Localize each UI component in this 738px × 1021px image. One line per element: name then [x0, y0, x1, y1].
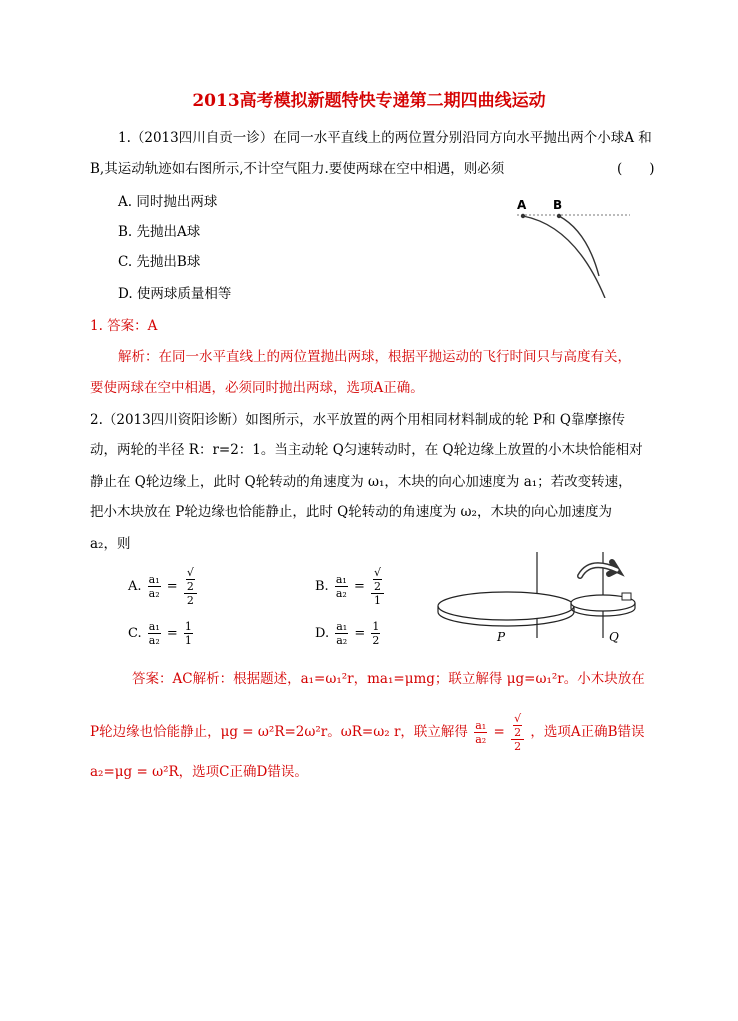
q2-stem-line5: a₂，则	[90, 536, 131, 552]
page-title: 2013高考模拟新题特快专递第二期四曲线运动	[192, 91, 546, 111]
q2-stem-line1: 2.（2013四川资阳诊断）如图所示，水平放置的两个用相同材料制成的轮 P和 Q靠摩擦传	[90, 412, 625, 428]
q1-option-c: C. 先抛出B球	[118, 254, 201, 270]
q1-option-d: D. 使两球质量相等	[118, 286, 232, 302]
q2-answer-line2: P轮边缘也恰能静止，μg = ω²R=2ω²r。ωR=ω₂ r，联立解得 $\frac{\text{a₁}}{\text{a₂}}$ = √ 2 2 ，选项A正确B错误	[90, 712, 645, 753]
q1-option-b: B. 先抛出A球	[118, 224, 201, 240]
q2-figure-label-p: P	[497, 630, 506, 644]
q2-option-b: B. $\frac{\text{a₁}}{\text{a₂}}$ = √ 2 1	[315, 566, 386, 607]
q1-figure-label-b: B	[553, 198, 563, 212]
q1-stem-line2: B,其运动轨迹如右图所示,不计空气阻力.要使两球在空中相遇，则必须	[90, 161, 505, 177]
q2-option-d: D. $\frac{\text{a₁}}{\text{a₂}}$ = $\frac{1}{2}$	[315, 620, 380, 647]
q1-explain-line1: 解析：在同一水平直线上的两位置抛出两球，根据平抛运动的飞行时间只与高度有关，	[118, 349, 631, 365]
q2-option-c: C. $\frac{\text{a₁}}{\text{a₂}}$ = $\frac{1}{1}$	[128, 620, 192, 647]
q1-option-a: A. 同时抛出两球	[118, 194, 218, 210]
q1-figure-label-a: A	[517, 198, 527, 212]
q2-answer-line1: 答案：AC解析：根据题述，a₁=ω₁²r，ma₁=μmg；联立解得 μg=ω₁²r。小木块放在	[132, 671, 645, 687]
q2-stem-line3: 静止在 Q轮边缘上，此时 Q轮转动的角速度为 ω₁，木块的向心加速度为 a₁；若改变转速，	[90, 474, 632, 490]
q2-option-a: A. $\frac{\text{a₁}}{\text{a₂}}$ = √ 2 2	[128, 566, 199, 607]
q2-answer-line3: a₂=μg = ω²R，选项C正确D错误。	[90, 764, 308, 780]
q1-stem-line1: 1.（2013四川自贡一诊）在同一水平直线上的两位置分别沿同方向水平抛出两个小球A 和	[118, 130, 652, 146]
q2-stem-line4: 把小木块放在 P轮边缘也恰能静止，此时 Q轮转动的角速度为 ω₂，木块的向心加速度为	[90, 504, 612, 520]
q1-answer-paren: ( )	[617, 161, 655, 177]
q1-answer: 1. 答案：A	[90, 318, 158, 334]
q2-figure-label-q: Q	[609, 630, 619, 644]
q1-explain-line2: 要使两球在空中相遇，必须同时抛出两球，选项A正确。	[90, 380, 424, 396]
q2-stem-line2: 动，两轮的半径 R：r=2：1。当主动轮 Q匀速转动时，在 Q轮边缘上放置的小木块恰能相对	[90, 442, 643, 458]
